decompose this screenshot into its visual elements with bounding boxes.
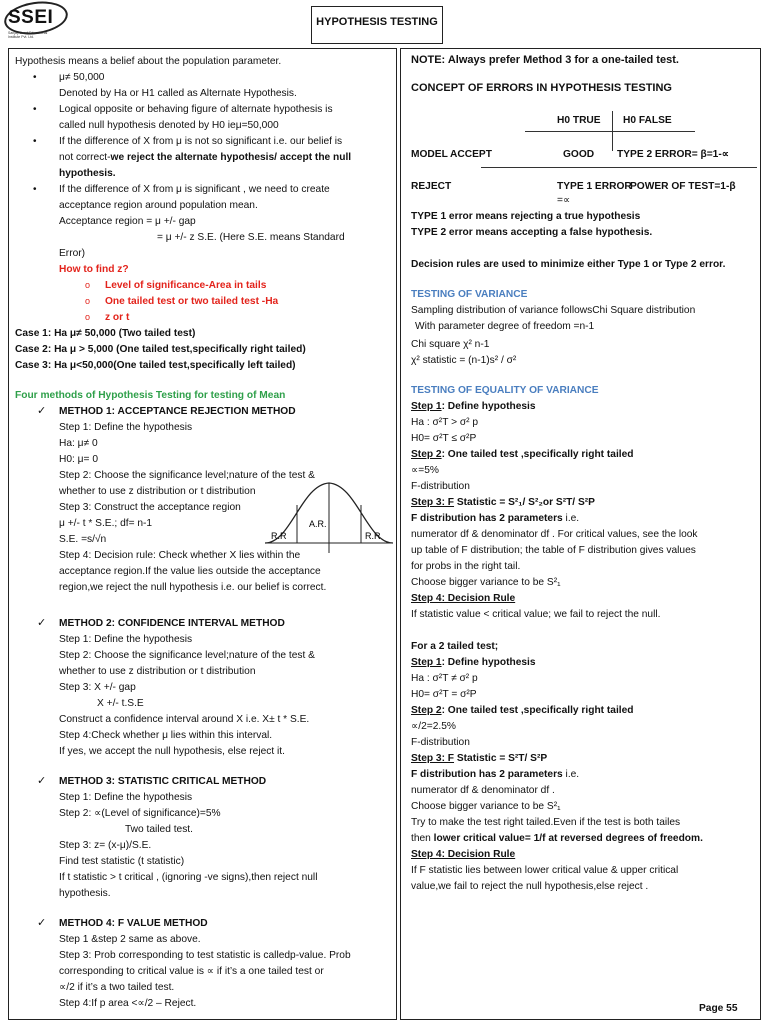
e3: ∝=5% xyxy=(411,465,439,476)
how-to-find-z: How to find z? xyxy=(59,264,129,275)
acceptance-region-diagram xyxy=(261,475,397,555)
b3c: hypothesis. xyxy=(59,168,116,179)
note-text: NOTE: Always prefer Method 3 for a one-tailed test. xyxy=(411,54,679,66)
case-1: Case 1: Ha μ≠ 50,000 (Two tailed test) xyxy=(15,328,196,339)
type2-cell: TYPE 2 ERROR= β=1-∝ xyxy=(617,149,730,160)
checkmark-icon: ✓ xyxy=(37,917,47,929)
v2: With parameter degree of freedom =n-1 xyxy=(415,321,595,332)
f5: F distribution has 2 parameters i.e. xyxy=(411,769,580,780)
v3: Chi square χ² n-1 xyxy=(411,339,490,350)
m1-s6: Step 3: Construct the acceptance region xyxy=(59,502,241,513)
ar-label: A.R. xyxy=(309,519,327,529)
method1-title: METHOD 1: ACCEPTANCE REJECTION METHOD xyxy=(59,406,296,417)
v4: χ² statistic = (n-1)s² / σ² xyxy=(411,355,517,366)
f9: then lower critical value= 1/f at reversed degrees of freedom. xyxy=(411,833,703,844)
b4e: Error) xyxy=(59,248,86,259)
e-step2: Step 2: One tailed test ,specifically right tailed xyxy=(411,449,634,460)
m1-s2: Ha: μ≠ 0 xyxy=(59,438,98,449)
f-step2: Step 2: One tailed test ,specifically right tailed xyxy=(411,705,634,716)
m1-s11: region,we reject the null hypothesis i.e. our belief is correct. xyxy=(59,582,327,593)
circle-bullet-icon: o xyxy=(85,312,91,322)
m4-s4: ∝/2 if it’s a two tailed test. xyxy=(59,982,175,993)
logo-text: SSEI xyxy=(8,7,54,28)
b4a: If the difference of X from μ is significant , we need to create xyxy=(59,184,330,195)
m1-s9: Step 4: Decision rule: Check whether X lies within the xyxy=(59,550,301,561)
e10: If statistic value < critical value; we fail to reject the null. xyxy=(411,609,661,620)
m1-s7: μ +/- t * S.E.; df= n-1 xyxy=(59,518,153,529)
case-2: Case 2: Ha μ > 5,000 (One tailed test,specifically right tailed) xyxy=(15,344,306,355)
m2-s7: Step 4:Check whether μ lies within this interval. xyxy=(59,730,273,741)
bullet-icon: • xyxy=(33,136,37,147)
e-step4: Step 4: Decision Rule xyxy=(411,593,516,604)
f-step4: Step 4: Decision Rule xyxy=(411,849,516,860)
method4-title: METHOD 4: F VALUE METHOD xyxy=(59,918,208,929)
m1-s8: S.E. =s/√n xyxy=(59,534,107,545)
f3: ∝/2=2.5% xyxy=(411,721,456,732)
m3-s5: Find test statistic (t statistic) xyxy=(59,856,185,867)
e4: F-distribution xyxy=(411,481,470,492)
f-step3: Step 3: F Statistic = S²T/ S²P xyxy=(411,753,548,764)
power-cell: POWER OF TEST=1-β xyxy=(630,181,736,192)
rr-right-label: R.R xyxy=(365,531,381,541)
intro-text: Hypothesis means a belief about the population parameter. xyxy=(15,56,282,67)
b2b: called null hypothesis denoted by H0 ieμ=50,000 xyxy=(59,120,279,131)
m1-s4: Step 2: Choose the significance level;nature of the test & xyxy=(59,470,315,481)
e8: for probs in the right tail. xyxy=(411,561,521,572)
b4d: = μ +/- z S.E. (Here S.E. means Standard xyxy=(157,232,345,243)
m4-s5: Step 4:If p area <∝/2 – Reject. xyxy=(59,998,197,1009)
bullet-icon: • xyxy=(33,72,37,83)
page-title: HYPOTHESIS TESTING xyxy=(311,6,443,44)
h0-false-header: H0 FALSE xyxy=(623,115,672,126)
equality-heading: TESTING OF EQUALITY OF VARIANCE xyxy=(411,385,599,396)
case-3: Case 3: Ha μ<50,000(One tailed test,specifically left tailed) xyxy=(15,360,296,371)
m3-s3: Two tailed test. xyxy=(125,824,193,835)
h0-true-header: H0 TRUE xyxy=(557,115,601,126)
circle-bullet-icon: o xyxy=(85,280,91,290)
m4-s1: Step 1 &step 2 same as above. xyxy=(59,934,201,945)
f1: Ha : σ²T ≠ σ² p xyxy=(411,673,478,684)
e7: up table of F distribution; the table of F distribution gives values xyxy=(411,545,696,556)
e5: F distribution has 2 parameters i.e. xyxy=(411,513,580,524)
checkmark-icon: ✓ xyxy=(37,617,47,629)
b4c: Acceptance region = μ +/- gap xyxy=(59,216,196,227)
m2-s6: Construct a confidence interval around X i.e. X± t * S.E. xyxy=(59,714,310,725)
e9: Choose bigger variance to be S²₁ xyxy=(411,577,561,588)
m3-s7: hypothesis. xyxy=(59,888,111,899)
right-column xyxy=(400,48,761,1020)
o1: Level of significance-Area in tails xyxy=(105,280,267,291)
variance-heading: TESTING OF VARIANCE xyxy=(411,289,528,300)
alpha-cell: =∝ xyxy=(557,195,571,206)
e1: Ha : σ²T > σ² p xyxy=(411,417,479,428)
f7: Choose bigger variance to be S²₁ xyxy=(411,801,561,812)
checkmark-icon: ✓ xyxy=(37,405,47,417)
m2-s4: Step 3: X +/- gap xyxy=(59,682,136,693)
b2a: Logical opposite or behaving figure of alternate hypothesis is xyxy=(59,104,333,115)
m3-s4: Step 3: z= (x-μ)/S.E. xyxy=(59,840,152,851)
bullet-icon: • xyxy=(33,104,37,115)
v1: Sampling distribution of variance followsChi Square distribution xyxy=(411,305,696,316)
e2: H0= σ²T ≤ σ²P xyxy=(411,433,477,444)
m2-s8: If yes, we accept the null hypothesis, else reject it. xyxy=(59,746,285,757)
e-step3: Step 3: F Statistic = S²₁/ S²₂or S²T/ S²P xyxy=(411,497,595,508)
m4-s3: corresponding to critical value is ∝ if it’s a one tailed test or xyxy=(59,966,324,977)
m2-s1: Step 1: Define the hypothesis xyxy=(59,634,193,645)
decision-rules-text: Decision rules are used to minimize either Type 1 or Type 2 error. xyxy=(411,259,726,270)
m1-s1: Step 1: Define the hypothesis xyxy=(59,422,193,433)
method2-title: METHOD 2: CONFIDENCE INTERVAL METHOD xyxy=(59,618,285,629)
e-step1: Step 1: Define hypothesis xyxy=(411,401,536,412)
m1-s10: acceptance region.If the value lies outside the acceptance xyxy=(59,566,321,577)
f2: H0= σ²T = σ²P xyxy=(411,689,477,700)
f-step1: Step 1: Define hypothesis xyxy=(411,657,536,668)
errors-heading: CONCEPT OF ERRORS IN HYPOTHESIS TESTING xyxy=(411,82,672,94)
bullet-icon: • xyxy=(33,184,37,195)
method3-title: METHOD 3: STATISTIC CRITICAL METHOD xyxy=(59,776,267,787)
reject-label: REJECT xyxy=(411,181,452,192)
m4-s2: Step 3: Prob corresponding to test statistic is calledp-value. Prob xyxy=(59,950,351,961)
m3-s1: Step 1: Define the hypothesis xyxy=(59,792,193,803)
type2-meaning: TYPE 2 error means accepting a false hypothesis. xyxy=(411,227,653,238)
four-methods-heading: Four methods of Hypothesis Testing for testing of Mean xyxy=(15,390,286,401)
m2-s5: X +/- t.S.E xyxy=(97,698,144,709)
m3-s2: Step 2: ∝(Level of significance)=5% xyxy=(59,808,221,819)
m3-s6: If t statistic > t critical , (ignoring -ve signs),then reject null xyxy=(59,872,318,883)
table-divider-h2 xyxy=(481,167,757,168)
f10: If F statistic lies between lower critical value & upper critical xyxy=(411,865,679,876)
b1a: μ≠ 50,000 xyxy=(59,72,105,83)
f4: F-distribution xyxy=(411,737,470,748)
rr-left-label: R.R xyxy=(271,531,287,541)
type1-cell: TYPE 1 ERROR xyxy=(557,181,632,192)
m1-s3: H0: μ= 0 xyxy=(59,454,98,465)
two-tailed-heading: For a 2 tailed test; xyxy=(411,641,499,652)
m1-s5: whether to use z distribution or t distribution xyxy=(59,486,256,497)
circle-bullet-icon: o xyxy=(85,296,91,306)
b3b: not correct-we reject the alternate hypothesis/ accept the null xyxy=(59,152,352,163)
e6: numerator df & denominator df . For critical values, see the look xyxy=(411,529,698,540)
f11: value,we fail to reject the null hypothesis,else reject . xyxy=(411,881,649,892)
left-column xyxy=(8,48,397,1020)
o3: z or t xyxy=(105,312,130,323)
b4b: acceptance region around population mean. xyxy=(59,200,258,211)
good-cell: GOOD xyxy=(563,149,595,160)
ssei-logo xyxy=(4,2,72,42)
f6: numerator df & denominator df . xyxy=(411,785,555,796)
o2: One tailed test or two tailed test -Ha xyxy=(105,296,279,307)
page-number: Page 55 xyxy=(699,1003,738,1014)
checkmark-icon: ✓ xyxy=(37,775,47,787)
model-accept-label: MODEL ACCEPT xyxy=(411,149,492,160)
type1-meaning: TYPE 1 error means rejecting a true hypothesis xyxy=(411,211,641,222)
logo-subtext: Sanjay Saraf Educational Institute Pvt. Ltd. xyxy=(8,31,48,39)
table-divider-h xyxy=(525,131,695,132)
m2-s3: whether to use z distribution or t distribution xyxy=(59,666,256,677)
m2-s2: Step 2: Choose the significance level;nature of the test & xyxy=(59,650,315,661)
b3a: If the difference of X from μ is not so significant i.e. our belief is xyxy=(59,136,343,147)
b1b: Denoted by Ha or H1 called as Alternate Hypothesis. xyxy=(59,88,297,99)
f8: Try to make the test right tailed.Even if the test is both tailes xyxy=(411,817,681,828)
